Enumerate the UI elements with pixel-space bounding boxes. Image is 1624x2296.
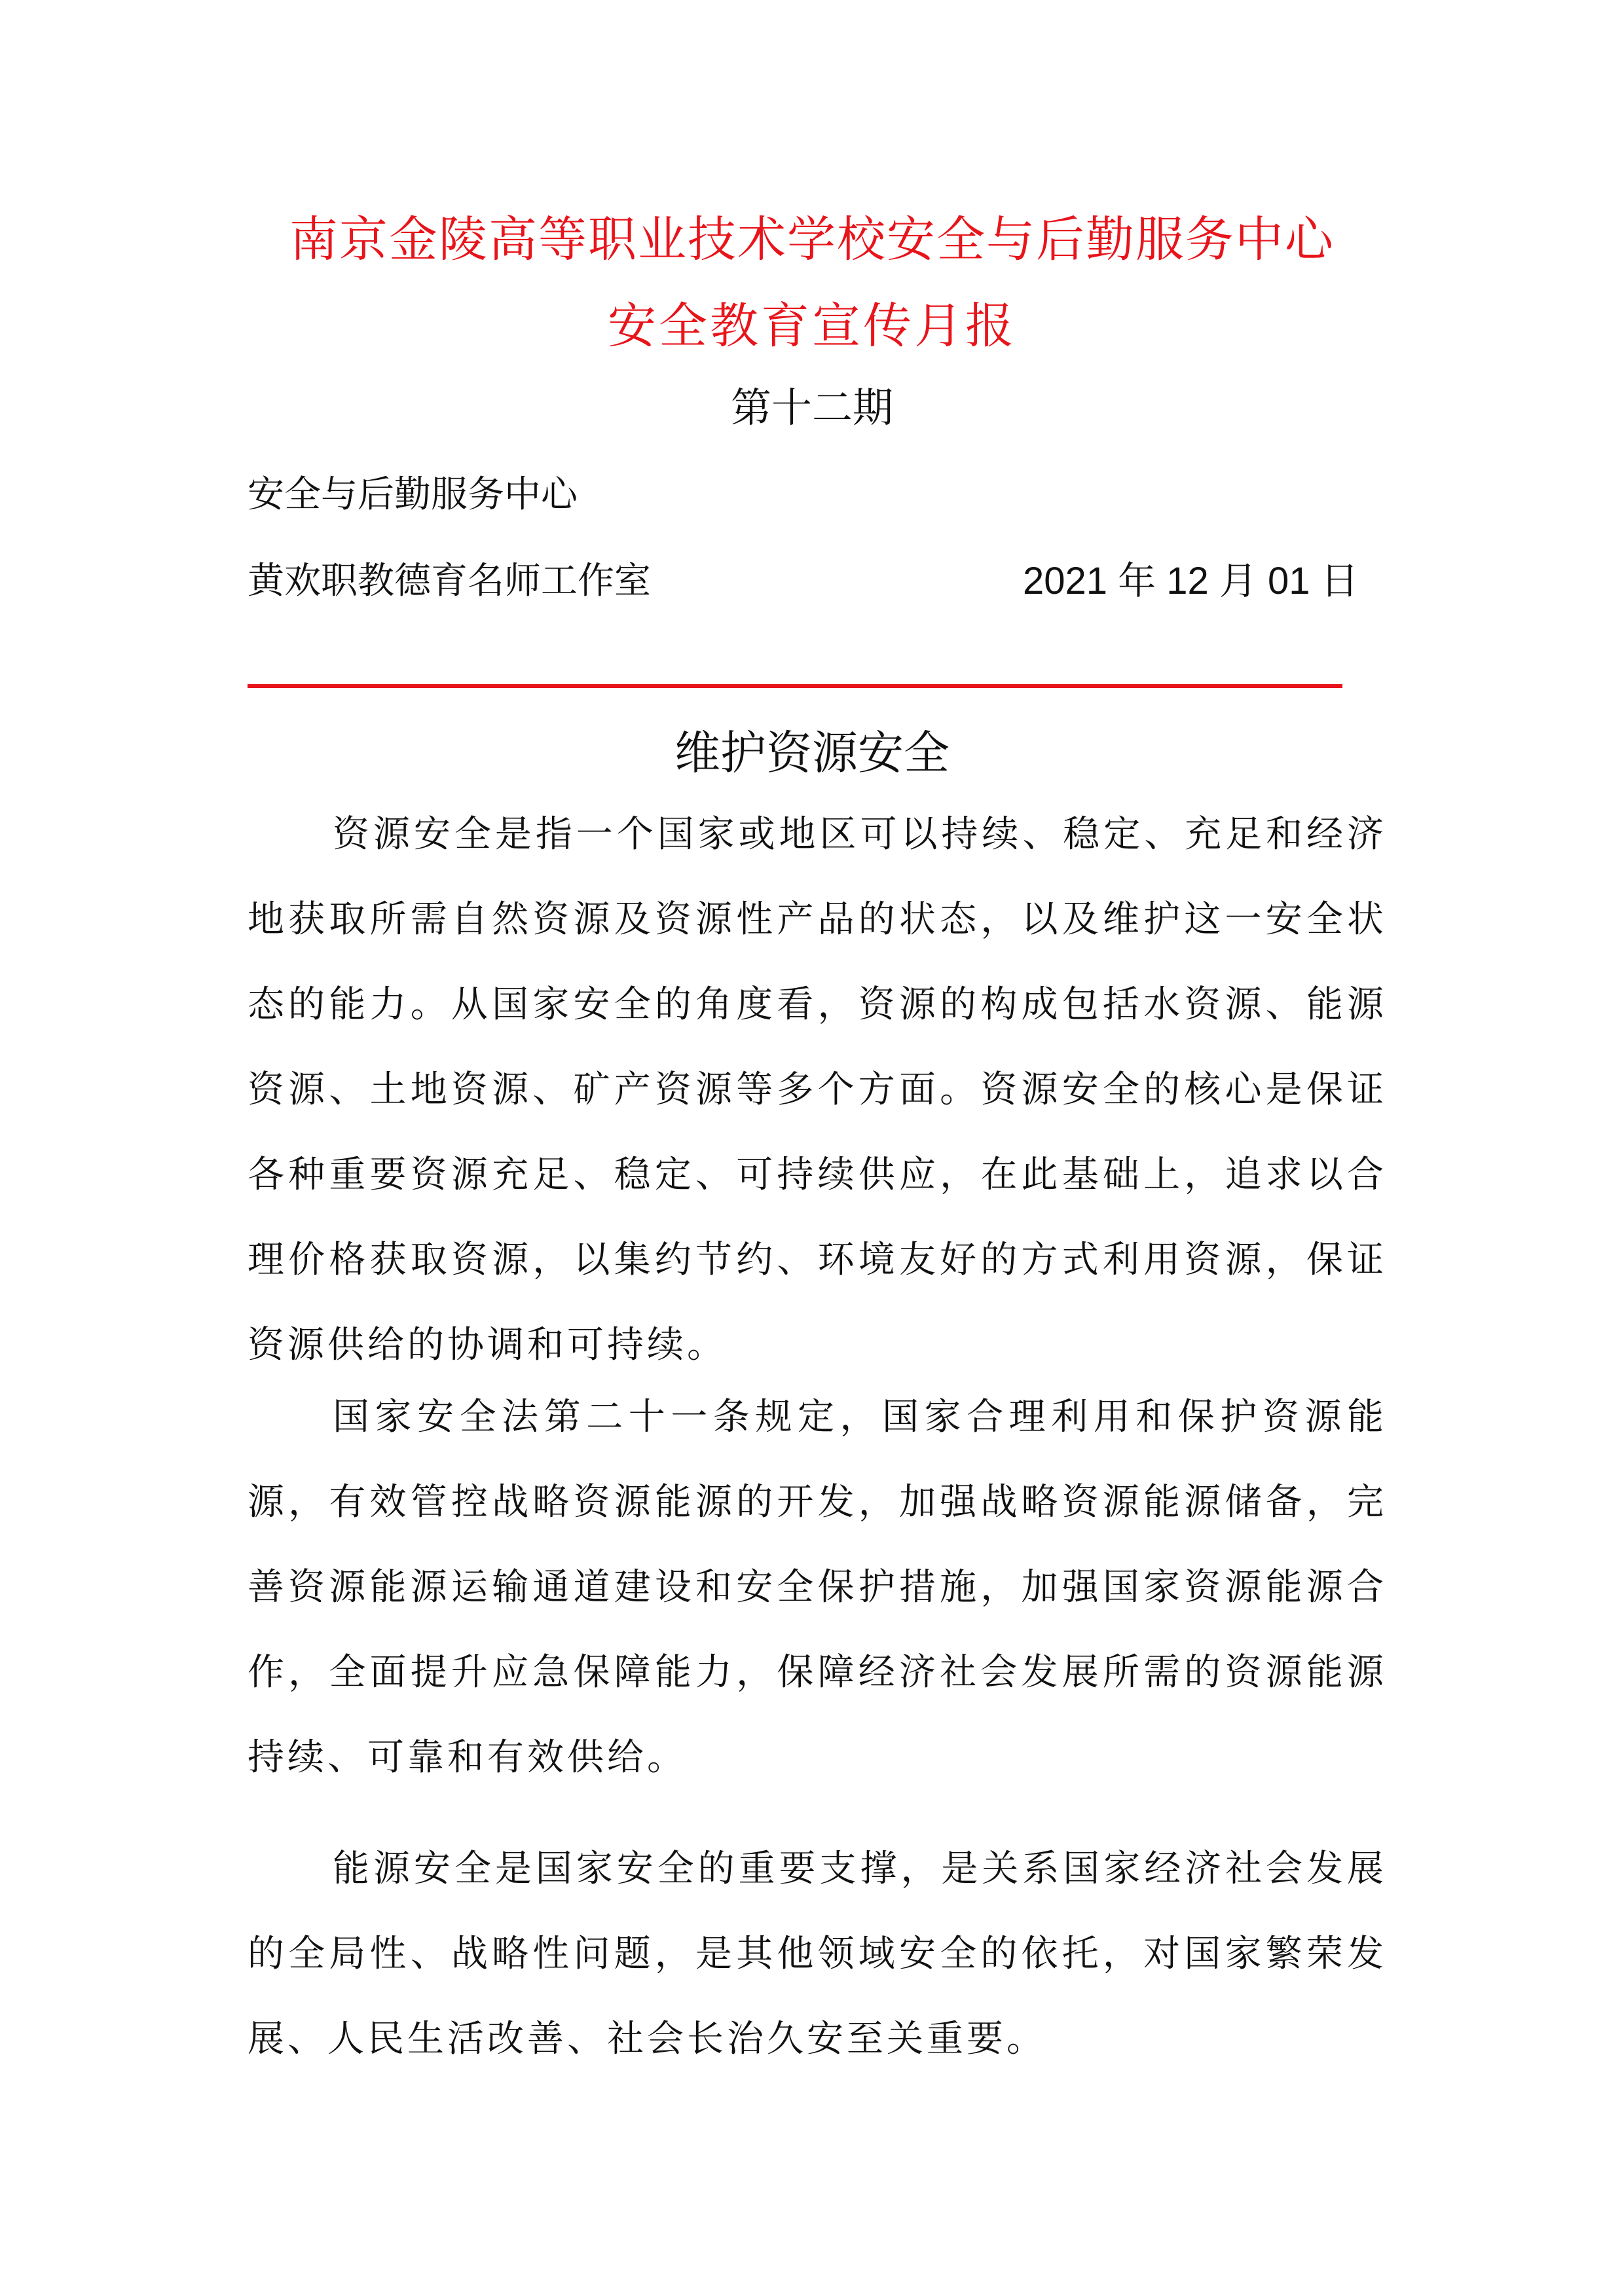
article-paragraph-1: 资源安全是指一个国家或地区可以持续、稳定、充足和经济地获取所需自然资源及资源性产品的状态，以及维护这一安全状态的能力。从国家安全的角度看，资源的构成包括水资源、能源资源、土地资源、矿产资源等多个方面。资源安全的核心是保证各种重要资源充足、稳定、可持续供应，在此基础上，追求以合理价格获取资源，以集约节约、环境友好的方式利用资源，保证资源供给的协调和可持续。: [248, 813, 1387, 1366]
article-title: 维护资源安全: [674, 726, 950, 780]
newsletter-title-line-1: 南京金陵高等职业技术学校安全与后勤服务中心: [289, 211, 1335, 268]
issue-number: 第十二期: [730, 384, 893, 431]
newsletter-title-line-2: 安全教育宣传月报: [608, 298, 1016, 354]
article-paragraph-2: 国家安全法第二十一条规定，国家合理利用和保护资源能源，有效管控战略资源能源的开发，加强战略资源能源储备，完善资源能源运输通道建设和安全保护措施，加强国家资源能源合作，全面提升应急保障能力，保障经济社会发展所需的资源能源持续、可靠和有效供给。: [248, 1396, 1387, 1779]
department-name: 安全与后勤服务中心: [248, 473, 578, 516]
header-divider: [248, 684, 1342, 688]
publish-date: 2021 年 12 月 01 日: [1023, 560, 1359, 602]
studio-name: 黄欢职教德育名师工作室: [248, 560, 651, 602]
article-paragraph-3: 能源安全是国家安全的重要支撑，是关系国家经济社会发展的全局性、战略性问题，是其他领域安全的依托，对国家繁荣发展、人民生活改善、社会长治久安至关重要。: [248, 1848, 1387, 2060]
